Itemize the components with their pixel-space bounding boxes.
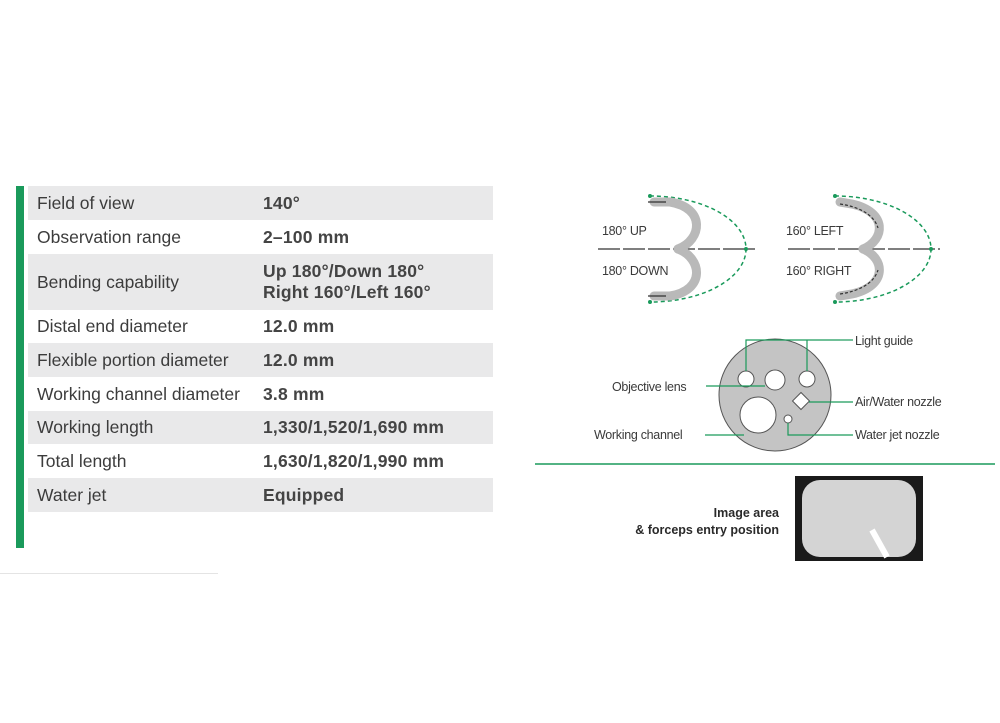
distal-end-face	[719, 339, 831, 451]
spec-label: Working length	[37, 417, 154, 437]
bent-tube-up	[654, 202, 697, 249]
spec-label: Total length	[37, 450, 127, 471]
light-guide-lens	[738, 371, 754, 387]
objective-lens	[765, 370, 785, 390]
spec-value: Up 180°/Down 180° Right 160°/Left 160°	[263, 261, 431, 302]
spec-label: Distal end diameter	[37, 316, 188, 336]
bending-updown-diagram	[598, 194, 755, 304]
bending-leftright-diagram	[786, 194, 940, 304]
spec-value: 2–100 mm	[263, 226, 350, 247]
spec-value: 3.8 mm	[263, 383, 325, 404]
spec-label: Flexible portion diameter	[37, 349, 229, 370]
spec-row-observation-range	[28, 220, 493, 254]
working-channel-port	[740, 397, 776, 433]
spec-row-working-length	[28, 411, 493, 444]
spec-value: 1,330/1,520/1,690 mm	[263, 417, 445, 437]
spec-value: 1,630/1,820/1,990 mm	[263, 450, 445, 471]
label-objective-lens: Objective lens	[612, 380, 687, 394]
label-air-water-nozzle: Air/Water nozzle	[855, 395, 942, 409]
spec-row-total-length	[28, 444, 493, 478]
arc-mid-dot	[744, 247, 748, 251]
arc-end-dot	[648, 300, 652, 304]
arc-end-dot	[833, 194, 837, 198]
spec-row-water-jet	[28, 478, 493, 512]
spec-table	[28, 186, 493, 512]
arc-end-dot	[648, 194, 652, 198]
label-down: 180° DOWN	[602, 264, 669, 278]
spec-row-bending-capability	[28, 254, 493, 310]
label-light-guide: Light guide	[855, 334, 913, 348]
label-image-area: Image area	[713, 506, 779, 520]
label-right: 160° RIGHT	[786, 264, 852, 278]
spec-value: 12.0 mm	[263, 316, 335, 336]
spec-row-field-of-view	[28, 186, 493, 220]
divider	[0, 573, 218, 574]
spec-value: Equipped	[263, 484, 345, 505]
spec-label: Working channel diameter	[37, 383, 240, 404]
spec-label: Observation range	[37, 226, 181, 247]
label-forceps-entry: & forceps entry position	[635, 523, 779, 537]
spec-row-distal-end-diameter	[28, 310, 493, 343]
distal-tip-diagram	[594, 334, 942, 451]
image-field	[802, 480, 916, 557]
spec-value: 12.0 mm	[263, 349, 335, 370]
arc-end-dot	[833, 300, 837, 304]
label-left: 160° LEFT	[786, 224, 844, 238]
accent-bar	[16, 186, 24, 548]
light-guide-lens	[799, 371, 815, 387]
label-up: 180° UP	[602, 224, 647, 238]
endoscope-diagram	[530, 180, 1000, 570]
image-area-diagram	[635, 476, 923, 561]
label-working-channel: Working channel	[594, 428, 683, 442]
spec-label: Field of view	[37, 192, 135, 213]
label-water-jet-nozzle: Water jet nozzle	[855, 428, 940, 442]
spec-row-flexible-portion-diameter	[28, 343, 493, 377]
spec-label: Bending capability	[37, 271, 180, 292]
spec-value: 140°	[263, 192, 300, 213]
arc-mid-dot	[929, 247, 933, 251]
spec-row-working-channel-diameter	[28, 377, 493, 411]
water-jet-nozzle-port	[784, 415, 792, 423]
spec-label: Water jet	[37, 484, 107, 505]
